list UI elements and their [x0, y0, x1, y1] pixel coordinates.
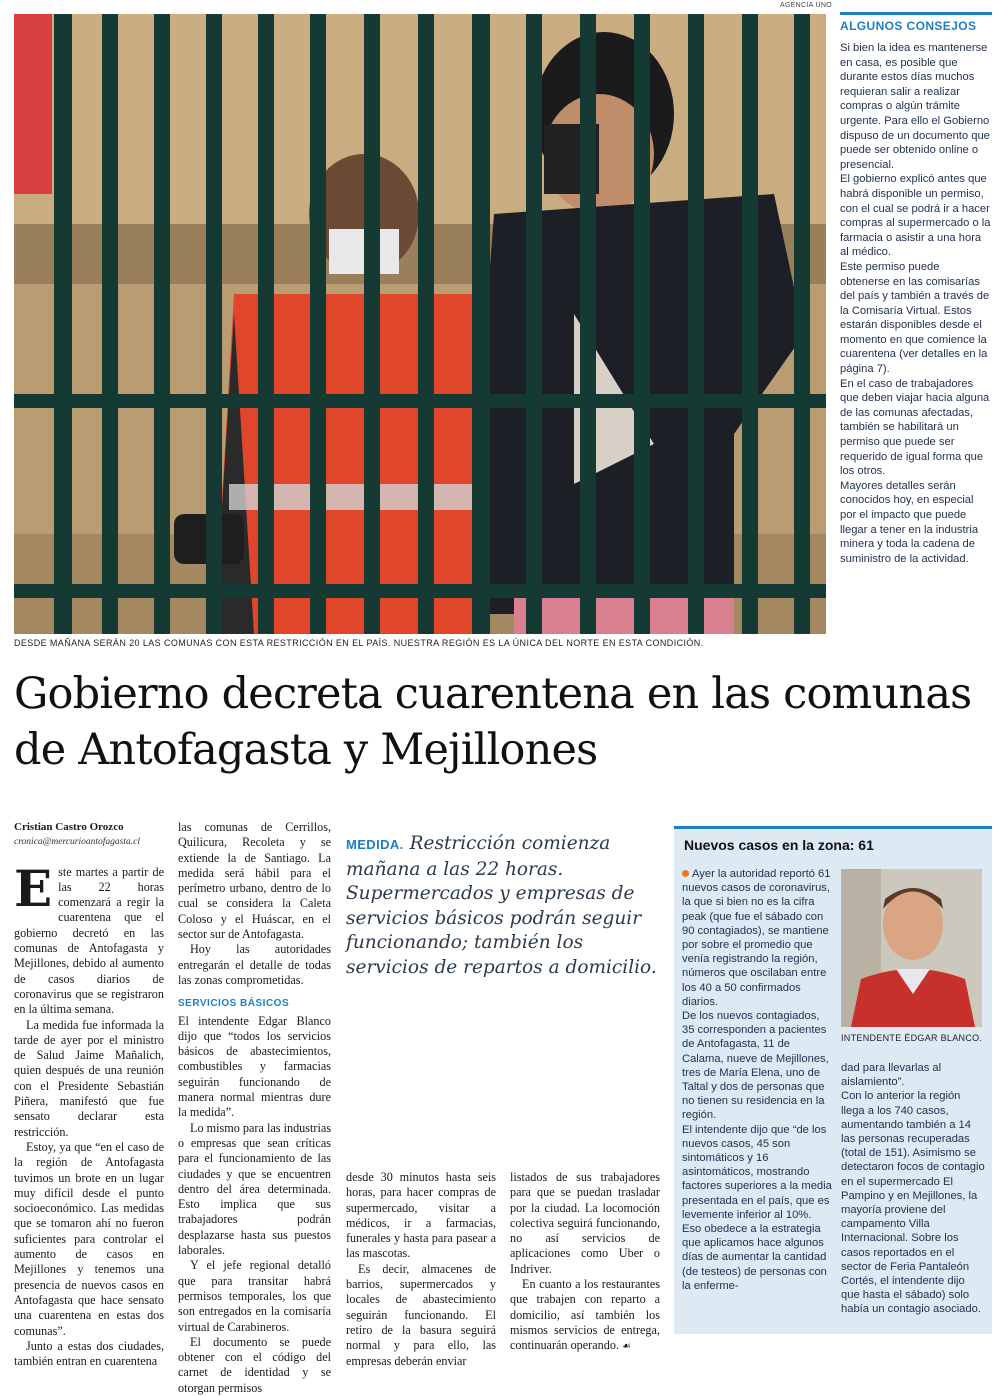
photo-caption: DESDE MAÑANA SERÁN 20 LAS COMUNAS CON ESTA RESTRICCIÓN EN EL PAÍS. NUESTRA REGIÓN ES LA ÚNICA DEL NORTE EN ESTA CONDICIÓN. [14, 638, 704, 648]
article-paragraph: La medida fue informada la tarde de ayer por el ministro de Salud Jaime Mañalich, quien después de una reunión con el Presidente Sebastián Piñera, manifestó que fue sensato declarar esta restricción. [14, 1017, 164, 1139]
article-paragraph: Estoy, ya que “en el caso de la región de Antofagasta tuvimos un brote en un lugar muy difícil desde el punto socioeconómico. Las medidas que se tomaron ahí no fueron suficientes para controlar el aumento de casos en Mejillones y tenemos una presencia de nuevos casos en Antofagasta que hace sensato una cuarentena en estas dos comunas”. [14, 1139, 164, 1338]
article-column-3 [346, 1170, 496, 1369]
pull-quote-text: Restricción comienza mañana a las 22 horas. Supermercados y empresas de servicios básicos podrán seguir funcionando; también los servicios de repartos a domicilio. [346, 833, 657, 978]
sidebar-paragraph: Mayores detalles serán conocidos hoy, en especial por el impacto que puede llegar a tener en la industria minera y toda la cadena de suministro de la actividad. [840, 479, 979, 565]
pull-quote [346, 832, 658, 980]
author-name: Cristian Castro Orozco [14, 821, 124, 833]
article-paragraph: Junto a estas dos ciudades, también entran en cuarentena [14, 1338, 164, 1369]
end-mark-icon: ☙ [622, 1341, 631, 1353]
article-paragraph: Lo mismo para las industrias o empresas que sean críticas para el funcionamiento de las ciudades y que se encuentren dentro del área determinada. Esto implica que sus trabajadores podrán desplazarse hasta sus puestos laborales. [178, 1120, 331, 1258]
portrait-photo [841, 869, 982, 1027]
quarantine-gate-photo [14, 14, 826, 634]
new-cases-box [674, 826, 992, 1334]
article-paragraph: En cuanto a los restaurantes que trabajen con reparto a domicilio, así también los mismos servicios de entrega, continuarán operando. ☙ [510, 1277, 660, 1353]
box-paragraph: El intendente dijo que “de los nuevos casos, 45 son sintomáticos y 16 asintomáticos, mostrando factores superiores a la media presentada en el país, que es levemente inferior al 10%. Eso obedece a la estrategia que aplicamos hace algunos días de aumentar la cantidad (de testeos) de personas con la enferme- [682, 1123, 832, 1292]
drop-cap: E [14, 858, 53, 918]
bullet-icon [682, 870, 689, 877]
sidebar-paragraph: En el caso de trabajadores que deben viajar hacia alguna de las comunas afectadas, también se habilitará un permiso que puede ser requerido de igual forma que los otros. [840, 377, 990, 478]
article-paragraph: Hoy las autoridades entregarán el detalle de todas las zonas comprometidas. [178, 942, 331, 987]
section-subhead: SERVICIOS BÁSICOS [178, 998, 290, 1010]
main-photo [14, 14, 826, 634]
box-column-2 [841, 1061, 986, 1317]
article-paragraph: desde 30 minutos hasta seis horas, para hacer compras de supermercado, visitar a médicos, ir a farmacias, funerales y hasta para pasear a las mascotas. [346, 1170, 496, 1261]
article-paragraph: Este martes a partir de las 22 horas comenzará a regir la cuarentena que el gobierno decretó en las comunas de Antofagasta y Mejillones, debido al aumento de casos diarios de coronavirus que se registraron en la última semana. [14, 858, 164, 1017]
photo-credit: AGENCIA UNO [780, 2, 832, 9]
box-paragraph: Ayer la autoridad reportó 61 nuevos casos de coronavirus, la que si bien no es la cifra peak (que fue el sábado con 90 contagiados), se mantiene por sobre el promedio que venía registrando la región, números que oscilaban entre los 40 a 50 confirmados diarios. [682, 868, 831, 1008]
sidebar-paragraph: El gobierno explicó antes que habrá disponible un permiso, con el cual se podrá ir a hacer compras al supermercado o la farmacia o asistir a una hora al médico. [840, 173, 991, 259]
portrait-caption: INTENDENTE ÉDGAR BLANCO. [841, 1033, 983, 1043]
headline: Gobierno decreta cuarentena en las comunas de Antofagasta y Mejillones [14, 669, 972, 775]
author-email: cronica@mercurioantofagasta.cl [14, 837, 140, 848]
sidebar-paragraph: Si bien la idea es mantenerse en casa, es posible que durante estos días muchos requieran salir a realizar compras o algún trámite urgente. Para ello el Gobierno dispuso de un documento que puede ser obtenido online o presencial. [840, 42, 990, 171]
sidebar-body [840, 41, 992, 566]
box-paragraph: De los nuevos contagiados, 35 corresponden a pacientes de Antofagasta, 11 de Calama, nueve de Mejillones, tres de María Elena, uno de Taltal y dos de personas que no tienen su residencia en la región. [682, 1010, 829, 1122]
intendente-portrait [841, 869, 982, 1027]
article-paragraph: Y el jefe regional detalló que para transitar habrá permisos temporales, los que son entregados en la comisaría virtual de Carabineros. [178, 1258, 331, 1334]
article-paragraph: El intendente Edgar Blanco dijo que “todos los servicios básicos de abastecimientos, combustibles y farmacias seguirán funcionando de manera normal mientras dure la medida”. [178, 1013, 331, 1120]
sidebar-title: ALGUNOS CONSEJOS [840, 12, 992, 33]
article-column-1 [14, 820, 164, 1369]
article-column-4 [510, 1170, 660, 1355]
article-paragraph: El documento se puede obtener con el código del carnet de identidad y se otorgan permisos [178, 1334, 331, 1395]
box-column-1 [682, 867, 832, 1293]
box-paragraph: Con lo anterior la región llega a los 740 casos, aumentando también a 14 las personas recuperadas (total de 151). Asimismo se detectaron focos de contagio en el supermercado El Pampino y en Mejillones, la mayoría proviene del campamento Villa Internacional. Sobre los casos reportados en el sector de Feria Pantaleón Cortés, el intendente dijo que hasta el sábado) solo había un contagio asociado. [841, 1090, 985, 1316]
box-paragraph: dad para llevarlas al aislamiento”. [841, 1062, 942, 1089]
article-column-2 [178, 820, 331, 1396]
article-paragraph: Es decir, almacenes de barrios, supermercados y locales de abastecimiento seguirán funcionando. El retiro de la basura seguirá normal y para ello, las empresas deberán enviar [346, 1261, 496, 1368]
article-paragraph: las comunas de Cerrillos, Quilicura, Recoleta y se extiende la de Santiago. La medida será hábil para el perímetro urbano, dentro de lo cual se considera la Caleta Coloso y el Huáscar, en el sector sur de Antofagasta. [178, 820, 331, 942]
tips-sidebar [840, 12, 992, 566]
pull-quote-tag: MEDIDA. [346, 837, 404, 852]
article-paragraph: listados de sus trabajadores para que se puedan trasladar por la ciudad. La locomoción colectiva seguirá funcionando, no así servicios de aplicaciones como Uber o Indriver. [510, 1170, 660, 1276]
sidebar-paragraph: Este permiso puede obtenerse en las comisarías del país y también a través de la Comisaría Virtual. Estos estarán disponibles desde el momento en que comience la cuarentena (ver detalles en la página 7). [840, 260, 990, 376]
box-title: Nuevos casos en la zona: 61 [684, 837, 874, 853]
